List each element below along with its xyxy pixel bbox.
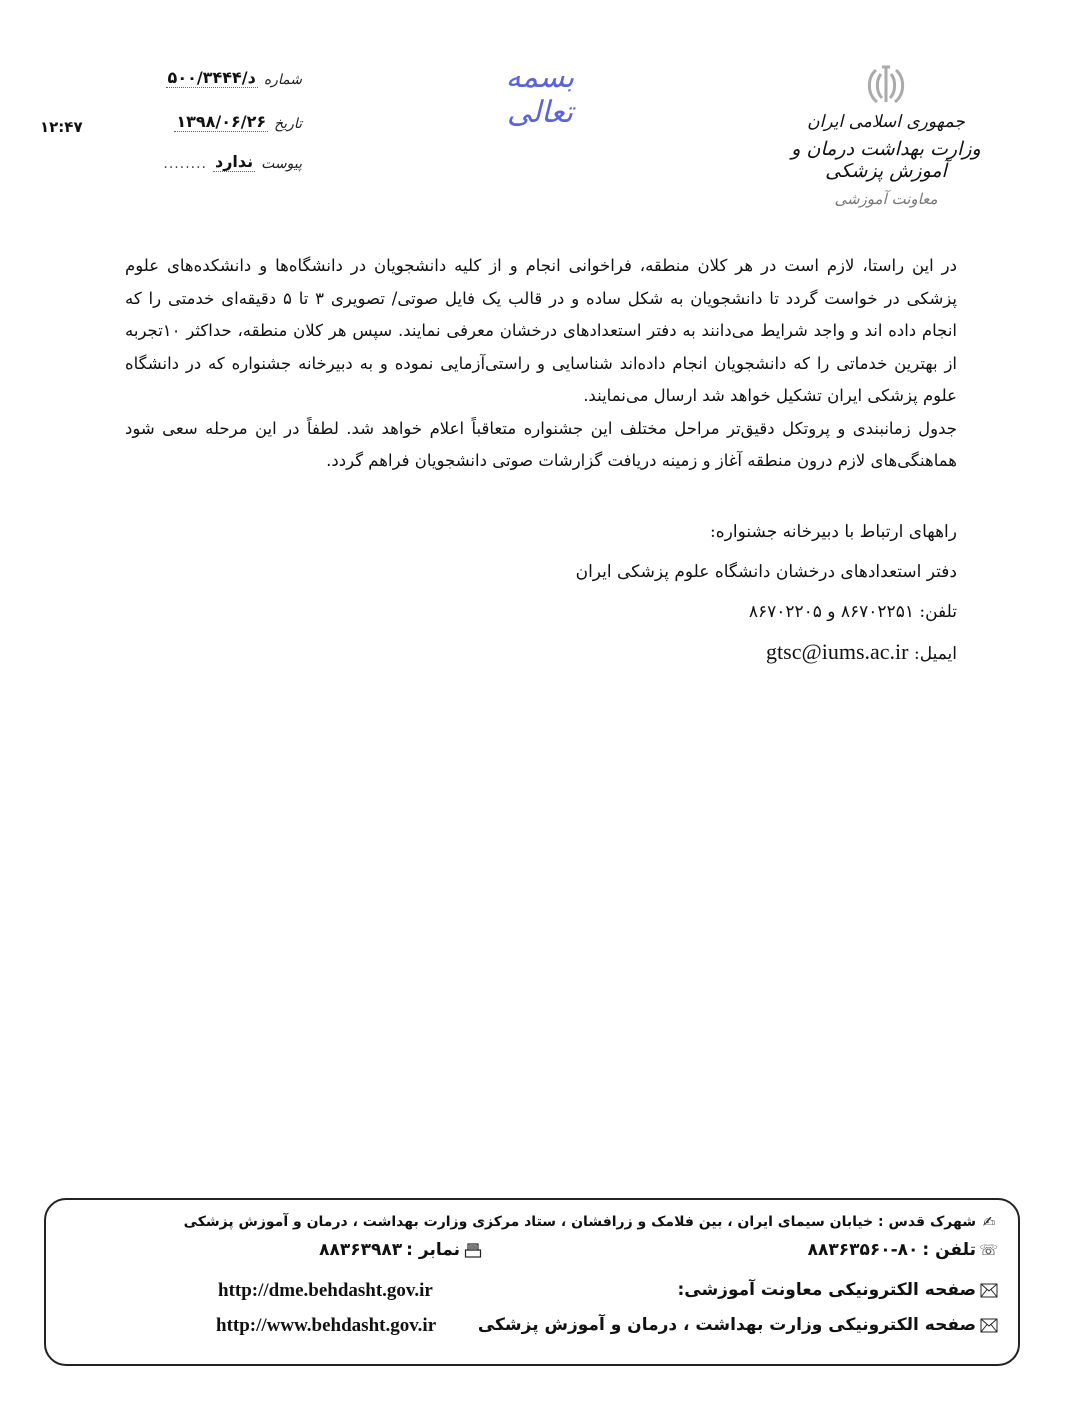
pen-icon: ✍ xyxy=(982,1213,996,1231)
contact-block xyxy=(500,512,957,672)
body-paragraph-2: جدول زمانبندی و پروتکل دقیق‌تر مراحل مختلف این جشنواره متعاقباً اعلام خواهد شد. لطفاً در این مرحله سعی شود هماهنگی‌های لازم درون منطقه آغاز و زمینه دریافت گزارشات صوتی دانشجویان فراهم گردد. xyxy=(125,418,957,470)
time-stamp: ۱۲:۴۷ xyxy=(40,118,83,136)
contact-phone-value: ۸۶۷۰۲۲۵۱ و ۸۶۷۰۲۲۰۵ xyxy=(748,602,914,622)
letter-date-value: ۱۳۹۸/۰۶/۲۶ xyxy=(176,112,267,131)
letter-body xyxy=(125,250,957,478)
ministry-logo-block xyxy=(770,62,1002,208)
logo-ministry-name: وزارت بهداشت درمان و آموزش پزشکی xyxy=(791,138,981,182)
letter-attachment-field xyxy=(152,152,302,172)
contact-email-label: ایمیل: xyxy=(913,644,957,664)
letter-attachment-value: ندارد xyxy=(215,152,254,171)
footer-website-ministry xyxy=(478,1315,998,1335)
fax-icon xyxy=(464,1242,482,1258)
contact-email-value[interactable]: gtsc@iums.ac.ir xyxy=(766,639,909,664)
footer-fax-value: ۸۸۳۶۳۹۸۳ xyxy=(319,1240,403,1260)
contact-heading: راههای ارتباط با دبیرخانه جشنواره: xyxy=(710,522,957,542)
footer-address xyxy=(184,1214,998,1230)
contact-phone-label: تلفن: xyxy=(919,602,957,622)
letter-date-field xyxy=(152,112,302,132)
basmala-heading: بسمه تعالی xyxy=(505,60,575,130)
contact-email xyxy=(500,632,957,672)
footer-phone xyxy=(808,1240,998,1260)
footer-website-deputy-url[interactable]: http://dme.behdasht.gov.ir xyxy=(218,1280,433,1301)
telephone-icon: ☏ xyxy=(979,1241,998,1259)
logo-country-name: جمهوری اسلامی ایران xyxy=(807,112,965,132)
footer-fax-label: نمابر : xyxy=(406,1240,460,1260)
envelope-icon xyxy=(980,1317,998,1333)
letter-date-label: تاریخ xyxy=(274,116,302,132)
footer-fax xyxy=(319,1240,482,1260)
footer-website-ministry-label: صفحه الکترونیکی وزارت بهداشت ، درمان و آموزش پزشکی xyxy=(477,1315,976,1335)
letter-number-field xyxy=(152,68,302,88)
footer-phone-value: ۸۸۳۶۳۵۶۰-۸۰ xyxy=(807,1240,919,1260)
logo-department-name: معاونت آموزشی xyxy=(834,190,938,208)
footer-website-deputy xyxy=(677,1280,998,1300)
envelope-icon xyxy=(980,1282,998,1298)
contact-phone xyxy=(500,592,957,632)
letter-attachment-label: پیوست xyxy=(261,156,302,172)
letter-number-value: د/۵۰۰/۳۴۴۴ xyxy=(167,68,256,87)
footer-website-deputy-label: صفحه الکترونیکی معاونت آموزشی: xyxy=(677,1280,976,1300)
footer-phone-label: تلفن : xyxy=(922,1240,976,1260)
footer-address-text: شهرک قدس : خیابان سیمای ایران ، بین فلامک و زرافشان ، ستاد مرکزی وزارت بهداشت ، درمان و آموزش پزشکی xyxy=(183,1214,976,1230)
letterhead-footer xyxy=(44,1198,1020,1366)
letter-number-label: شماره xyxy=(263,72,302,88)
iran-emblem-icon xyxy=(863,62,909,108)
contact-office: دفتر استعدادهای درخشان دانشگاه علوم پزشکی ایران xyxy=(575,562,957,582)
attachment-dots: ........ xyxy=(163,156,207,172)
body-paragraph-1: در این راستا، لازم است در هر کلان منطقه، فراخوانی انجام و از کلیه دانشجویان در دانشگاه‌ها و دانشکده‌های علوم پزشکی در خواست گردد تا دانشجویان به شکل ساده و در قالب یک فایل صوتی/ تصویری ۳ تا ۵ دقیقه‌ای خدمتی را که انجام داده اند و واجد شرایط می‌دانند به دفتر استعدادهای درخشان معرفی نمایند. سپس هر کلان منطقه، حداکثر ۱۰تجربه از بهترین خدماتی را که دانشجویان انجام داده‌اند شناسایی و راستی‌آزمایی نموده و به دبیرخانه جشنواره که در دانشگاه علوم پزشکی ایران تشکیل خواهد شد ارسال می‌نمایند. xyxy=(125,256,957,405)
footer-website-ministry-url[interactable]: http://www.behdasht.gov.ir xyxy=(216,1315,437,1336)
